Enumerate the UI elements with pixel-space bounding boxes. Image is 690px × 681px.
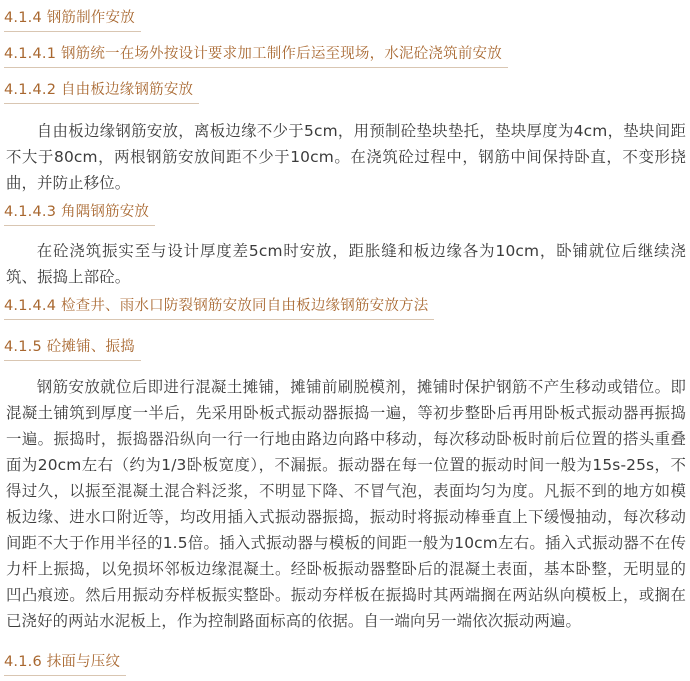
paragraph-free-edge-rebar: 自由板边缘钢筋安放，离板边缘不少于5cm，用预制砼垫块垫托，垫块厚度为4cm，垫块间距不大于80cm，两根钢筋安放间距不少于10cm。在浇筑砼过程中，钢筋中间保持卧直，不变形挠曲，并防止移位。 [6, 122, 686, 192]
paragraph-paving-vibrating: 钢筋安放就位后即进行混凝土摊铺，摊铺前刷脱模剂，摊铺时保护钢筋不产生移动或错位。即混凝土铺筑到厚度一半后，先采用卧板式振动器振捣一遍，等初步整卧后再用卧板式振动器再振捣一遍。振捣时，振捣器沿纵向一行一行地由路边向路中移动，每次移动卧板时前后位置的搭头重叠面为20cm左右（约为1/3卧板宽度），不漏振。振动器在每一位置的振动时间一般为15s-25s，不得过久，以振至混凝土混合料泛浆，不明显下降、不冒气泡，表面均匀为度。凡振不到的地方如模板边缘、进水口附近等，均改用插入式振动器振捣，振动时将振动棒垂直上下缓慢抽动，每次移动间距不大于作用半径的1.5倍。插入式振动器与模板的间距一般为10cm左右。插入式振动器不在传力杆上振捣，以免损坏邻板边缘混凝土。经卧板振动器整卧后的混凝土表面，基本卧整，无明显的凹凸痕迹。然后用振动夯样板振实整卧。振动夯样板在振捣时其两端搁在两站纵向模板上，或搁在已浇好的两站水泥板上，作为控制路面标高的依据。自一端向另一端依次振动两遍。 [6, 378, 686, 630]
paragraph-corner-rebar: 在砼浇筑振实至与设计厚度差5cm时安放，距胀缝和板边缘各为10cm，卧铺就位后继续浇筑、振捣上部砼。 [6, 242, 686, 286]
heading-4-1-4-4: 4.1.4.4 检查井、雨水口防裂钢筋安放同自由板边缘钢筋安放方法 [4, 296, 428, 320]
heading-4-1-4-2: 4.1.4.2 自由板边缘钢筋安放 [4, 80, 193, 104]
heading-4-1-6: 4.1.6 抹面与压纹 [4, 652, 120, 676]
heading-4-1-5: 4.1.5 砼摊铺、振捣 [4, 337, 135, 361]
heading-4-1-4-1: 4.1.4.1 钢筋统一在场外按设计要求加工制作后运至现场，水泥砼浇筑前安放 [4, 44, 502, 68]
heading-4-1-4: 4.1.4 钢筋制作安放 [4, 8, 135, 32]
heading-4-1-4-3: 4.1.4.3 角隅钢筋安放 [4, 202, 149, 226]
